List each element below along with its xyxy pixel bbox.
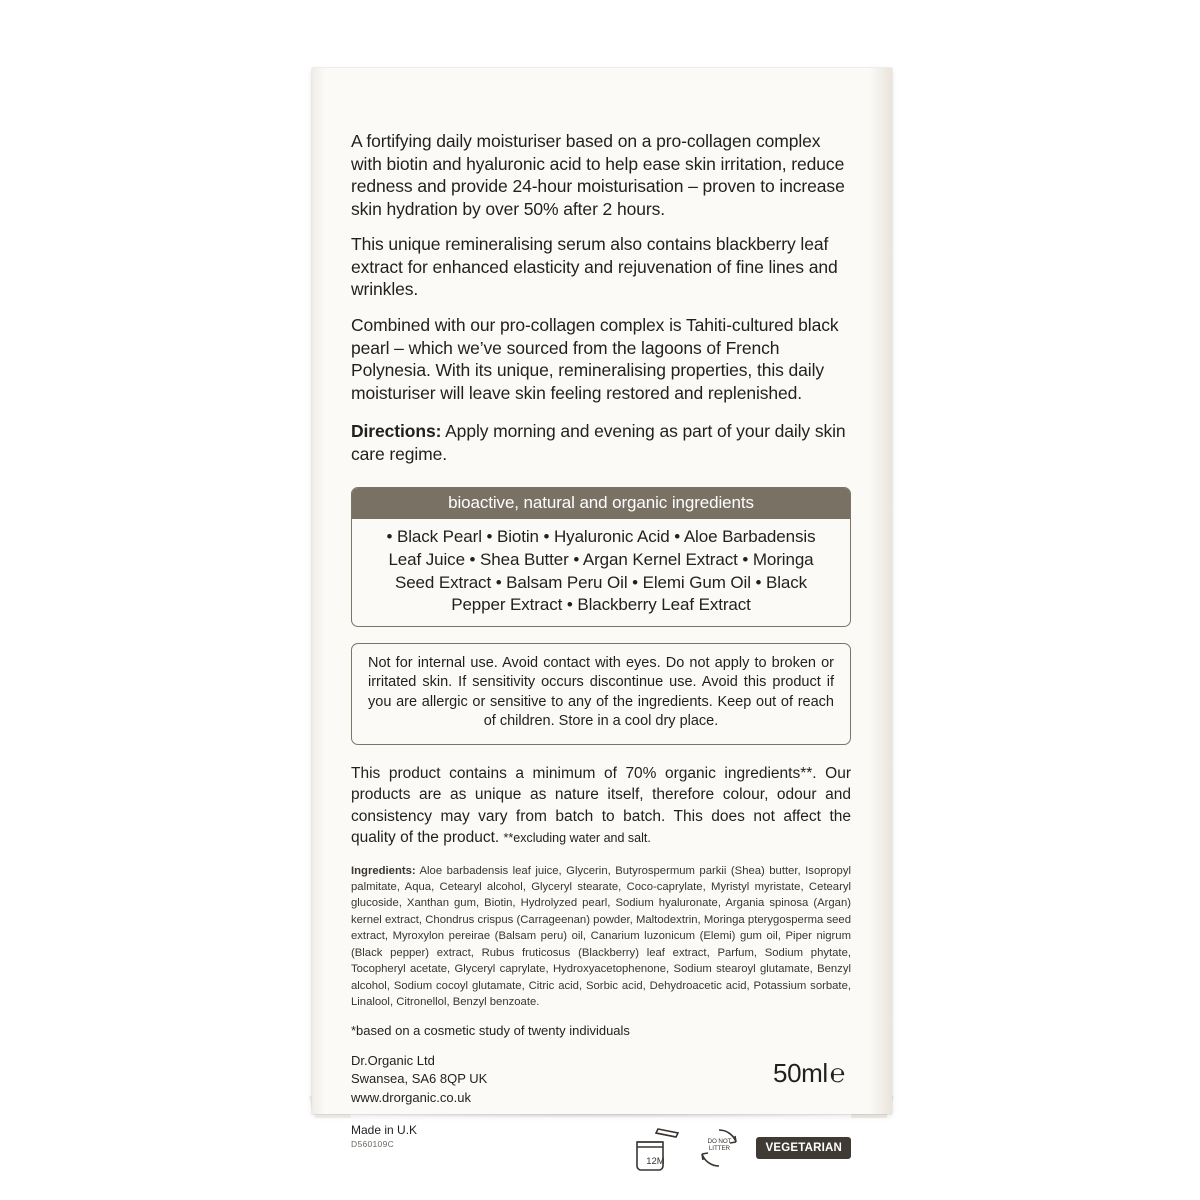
warning-box: Not for internal use. Avoid contact with eyes. Do not apply to broken or irritated skin. If sensitivity occurs discontinue use. Avoid this product if you are allergic or sensitive to any of the ingredients. Keep out of reach of children. Store in a cool dry place. xyxy=(351,643,851,745)
ingredients-label: Ingredients: xyxy=(351,864,416,877)
estimated-sign-icon: ℮ xyxy=(829,1058,845,1088)
period-after-opening-icon xyxy=(628,1124,682,1172)
made-in-text: Made in U.K xyxy=(351,1123,418,1138)
footer-block xyxy=(351,1052,851,1172)
company-name: Dr.Organic Ltd xyxy=(351,1052,435,1068)
vegetarian-badge: VEGETARIAN xyxy=(756,1137,851,1159)
description-paragraph-1: A fortifying daily moisturiser based on a pro-collagen complex with biotin and hyaluronic acid to help ease skin irritation, reduce redness and provide 24-hour moisturisation – proven to increase skin hydration by over 50% after 2 hours. xyxy=(351,131,845,219)
company-website[interactable]: www.drorganic.co.uk xyxy=(351,1089,471,1105)
company-city: Swansea, SA6 8QP UK xyxy=(351,1071,488,1087)
organic-content-footnote: **excluding water and salt. xyxy=(503,831,651,846)
bioactive-ingredients-list: • Black Pearl • Biotin • Hyaluronic Acid • Aloe Barbadensis Leaf Juice • Shea Butter • Argan Kernel Extract • Moringa Seed Extract • Balsam Peru Oil • Elemi Gum Oil • Black Pepper Extract • Blackberry Leaf Extract xyxy=(386,527,816,615)
product-carton-back-panel xyxy=(312,68,892,1167)
directions-label: Directions: xyxy=(351,421,442,442)
panel-content xyxy=(351,130,851,1172)
study-footnote: *based on a cosmetic study of twenty individuals xyxy=(351,1022,630,1038)
bioactive-ingredients-box xyxy=(351,487,851,626)
organic-content-note-main: This product contains a minimum of 70% organic ingredients**. Our products are as unique as nature itself, therefore colour, odour and consistency may vary from batch to batch. This does not affect the quality of the product. xyxy=(351,765,851,847)
do-not-litter-label xyxy=(696,1138,742,1152)
bioactive-ingredients-heading: bioactive, natural and organic ingredients xyxy=(352,488,850,519)
description-paragraph-2: This unique remineralising serum also contains blackberry leaf extract for enhanced elasticity and rejuvenation of fine lines and wrinkles. xyxy=(351,234,838,300)
directions-block xyxy=(351,420,851,465)
description-paragraph-3: Combined with our pro-collagen complex is Tahiti-cultured black pearl – which we’ve sourced from the lagoons of French Polynesia. With its unique, remineralising properties, this daily moisturiser will leave skin feeling restored and replenished. xyxy=(351,314,839,403)
volume-value: 50ml xyxy=(773,1057,828,1088)
ingredients-list-text: Aloe barbadensis leaf juice, Glycerin, Butyrospermum parkii (Shea) butter, Isopropyl palmitate, Aqua, Cetearyl alcohol, Glyceryl stearate, Coco-caprylate, Myristyl myristate, Cetearyl glucoside, Xanthan gum, Biotin, Hydrolyzed pearl, Sodium hyaluronate, Argania spinosa (Argan) kernel extract, Chondrus crispus (Carrageenan) powder, Maltodextrin, Moringa pterygosperma seed extract, Myroxylon pereirae (Balsam peru) oil, Canarium luzonicum (Elemi) gum oil, Piper nigrum (Black pepper) extract, Rubus fruticosus (Blackberry) leaf extract, Parfum, Sodium phytate, Tocopheryl acetate, Glyceryl caprylate, Hydroxyacetophenone, Sodium stearoyl glutamate, Benzyl alcohol, Sodium cocoyl glutamate, Citric acid, Sorbic acid, Dehydroacetic acid, Potassium sorbate, Linalool, Citronellol, Benzyl benzoate. xyxy=(351,864,851,1009)
do-not-litter-icon xyxy=(696,1125,742,1171)
directions-text: Apply morning and evening as part of your daily skin care regime. xyxy=(351,421,846,464)
full-ingredient-list xyxy=(351,863,851,1011)
do-not-litter-line-2: LITTER xyxy=(708,1145,730,1153)
do-not-litter-line-1: DO NOT xyxy=(707,1137,732,1145)
net-volume xyxy=(773,1058,845,1089)
organic-content-note xyxy=(351,763,851,849)
batch-code: D560109C xyxy=(351,1139,395,1150)
symbols-row xyxy=(628,1124,851,1172)
pao-months-label: 12M xyxy=(646,1155,665,1167)
